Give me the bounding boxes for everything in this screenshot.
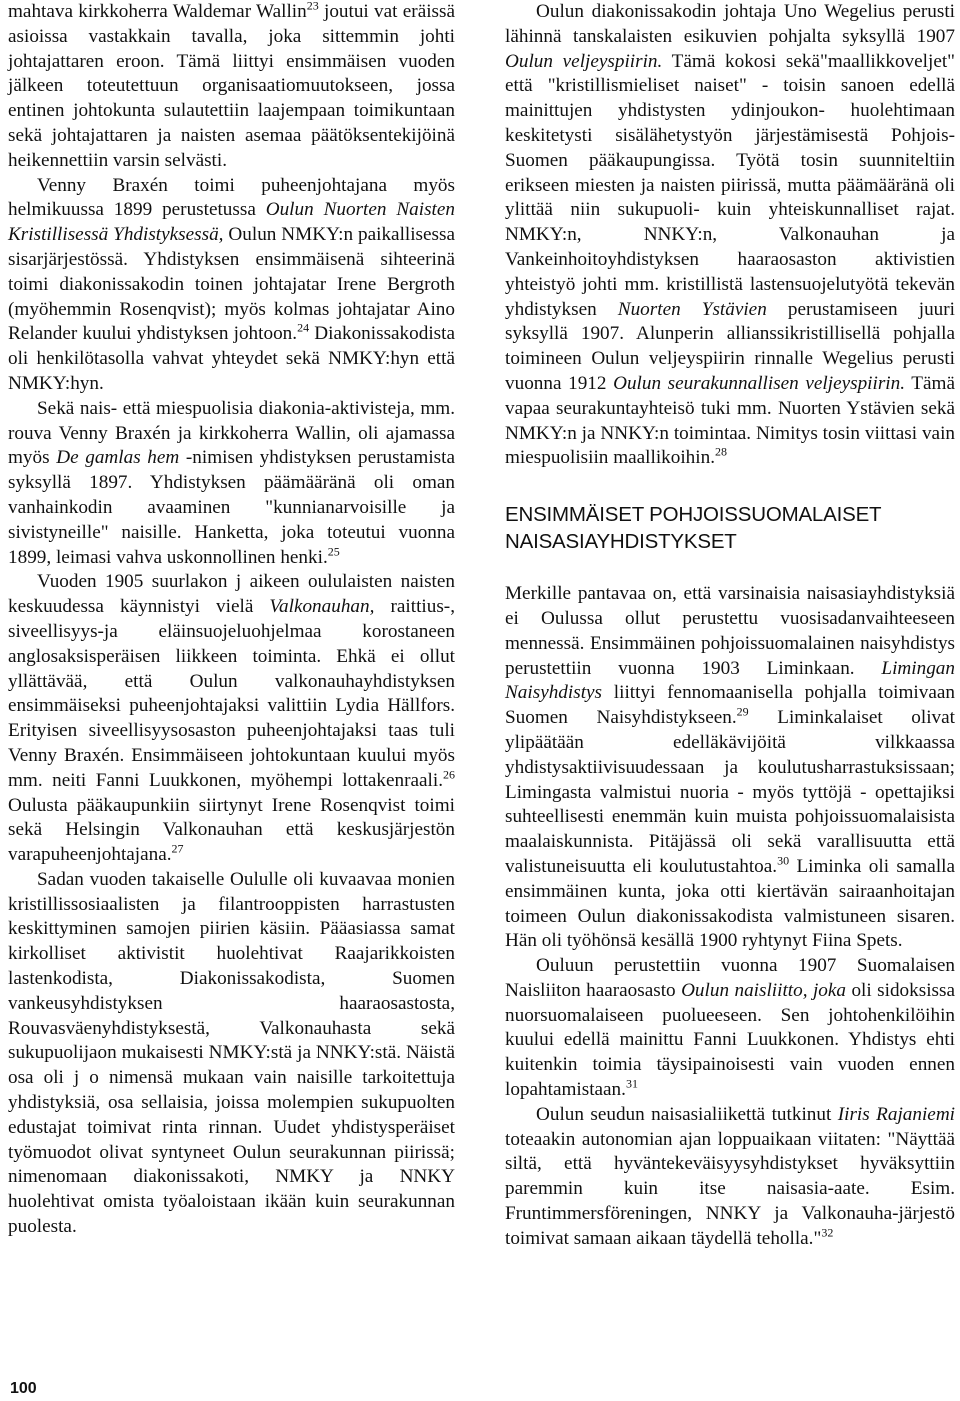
paragraph (8, 397, 455, 571)
footnote-ref: 27 (171, 841, 184, 856)
italic-text: Oulun seurakunnallisen veljeyspiirin. (613, 372, 906, 394)
text: Tämä vapaa seurakuntayhteisö tuki mm. Nuorten Ystävien sekä NMKY:n ja NNKY:n toimintaa. Nimitys tosin viittasi vain miespuolisiin maallikoihin. (505, 372, 955, 469)
italic-text: Iiris Rajaniemi (837, 1103, 956, 1125)
paragraph (505, 582, 955, 954)
text: oli sidoksissa nuorsuomalaiseen puolueeseen. Sen johtohenkilöihin kuului edellä mainittu Fanni Luukkonen. Yhdistys ehti kuitenkin toimia täysipainoisesti vain vuoden ennen lopahtamistaan. (505, 979, 955, 1101)
heading-line: ENSIMMÄISET POHJOISSUOMALAISET (505, 503, 882, 527)
italic-text: Limingan Naisyhdistys (505, 657, 955, 704)
italic-text: De gamlas hem (56, 447, 180, 469)
text: Liminka oli samalla ensimmäinen kunta, joka otti kiertävän sairaanhoitajan toimeen Oulun diakonissakodista valmistuneen sisaren. Hän oli työhönsä kesällä 1900 ryhtynyt Fiina Spets. (505, 855, 955, 952)
right-column (505, 0, 955, 1252)
text: Oulusta pääkaupunkiin siirtynyt Irene Rosenqvist toimi sekä Helsingin Valkonauhan että keskusjärjestön varapuheenjohtajana. (8, 794, 455, 866)
text: Merkille pantavaa on, että varsinaisia naisasiayhdistyksiä ei Oulussa ollut perustettu vuosisadanvaihteeseen mennessä. Ensimmäinen pohjoissuomalainen naisyhdistys perustettiin vuonna 1903 Liminkaan. (505, 583, 955, 679)
text: Liminkalaiset olivat ylipäätään edelläkävijöitä vilkkaassa yhdistysaktiivisuudessaan ja koulutusharrastuksissaan; Limingasta valmistui nuoria - myös tyttöjä - opettajiksi suhteellisesti enemmän kuin muista pohjoissuomalaisista maalaiskunnista. Pitäjässä oli sekä varallisuutta että valistuneisuutta eli koulutustahtoa. (505, 707, 955, 877)
text: Tämä kokosi sekä"maallikkoveljet" että "kristillismieliset naiset" - toisin sanoen edellä mainittujen yhdistysten ydinjoukon- huolehtimaan keskitetysti sisälähetystyön järjestämisestä Pohjois-Suomen pääkaupungissa. Työtä tosin suunniteltiin erikseen miesten ja naisten piirissä, mutta päämääränä oli ylittää niin sukupuoli- kuin yhteiskunnalliset rajat. NMKY:n, NNKY:n, Valkonauhan ja Vankeinhoitoyhdistyksen haaraosaston aktivistien yhteistyö johti mm. kristillistä lastensuojelutyötä tekevän yhdistyksen (505, 50, 955, 320)
footnote-ref: 24 (297, 320, 310, 335)
paragraph (8, 0, 455, 174)
italic-text: Nuorten Ystävien (617, 298, 767, 320)
footnote-ref: 23 (306, 0, 319, 13)
text: Diakonissakodista oli henkilötasolla vahvat yhteydet sekä NMKY:hyn että NMKY:hyn. (8, 323, 455, 394)
text: Vuoden 1905 suurlakon j aikeen oululaisten naisten keskuudessa käynnistyi vielä (8, 571, 455, 618)
paragraph (8, 174, 455, 397)
text: raittius-, siveellisyys-ja eläinsuojeluohjelmaa korostaneen anglosaksisperäisen liikkeen toiminta. Ehkä ei ollut yllättävää, että Oulun valkonauhayhdistyksen ensimmäiseksi puheenjohtajaksi valittiin Lydia Hällfors. Erityisen siveellisyysosaston puheenjohtajaksi taas tuli Venny Braxén. Ensimmäiseen johtokuntaan kuului myös mm. neiti Fanni Luukkonen, myöhempi lottakenraali. (8, 596, 455, 791)
text: Oulun NMKY:n paikallisessa sisarjärjestössä. Yhdistyksen ensimmäisenä sihteerinä toimi diakonissakodin toinen johtajatar Irene Bergroth (myöhemmin Rosenqvist); myös kolmas johtajatar Aino Relander kuului yhdistyksen johtoon. (8, 224, 455, 345)
paragraph (8, 868, 455, 1240)
italic-text: Oulun naisliitto, joka (681, 979, 847, 1001)
left-column (8, 0, 455, 1240)
text: Venny Braxén toimi puheenjohtajana myös helmikuussa 1899 perustetussa (8, 174, 455, 221)
text: joutui vat eräissä asioissa vastakkain tavalla, joka sittemmin johti johtajattaren eroon. Tämä liittyi ensimmäisen vuoden jälkeen toteutettuun organisaatiomuutokseen, jossa entinen johtokunta sulautettiin laajempaan toimikuntaan sekä johtajattaren ja naisten asemaa päätöksentekijöinä heikennettiin varsin selvästi. (8, 1, 455, 171)
footnote-ref: 26 (443, 767, 455, 782)
paragraph (8, 570, 455, 868)
italic-text: Oulun veljeyspiirin. (505, 50, 663, 72)
italic-text: Oulun Nuorten Naisten Kristillisessä Yhdistyksessä, (8, 199, 455, 246)
paragraph (505, 0, 955, 471)
text: -nimisen yhdistyksen perustamista syksyllä 1897. Yhdistyksen päämääränä oli oman vanhainkodin avaaminen "kunnianarvoisille ja sivistyneille" naisille. Hanketta, joka toteutui vuonna 1899, leimasi vahva uskonnollinen henki. (8, 447, 455, 568)
footnote-ref: 30 (777, 853, 790, 868)
paragraph (505, 1103, 955, 1252)
footnote-ref: 31 (625, 1076, 638, 1091)
footnote-ref: 28 (715, 444, 727, 459)
paragraph (505, 954, 955, 1103)
text: liittyi fennomaanisella pohjalla toimivaan Suomen Naisyhdistykseen. (505, 682, 955, 729)
section-heading (505, 501, 955, 555)
text: Ouluun perustettiin vuonna 1907 Suomalaisen Naisliiton haaraosasto (505, 955, 955, 1001)
text: perustamiseen juuri syksyllä 1907. Alunperin allianssikristillisellä pohjalla toimineen Oulun veljeyspiirin rinnalle Wegelius perusti vuonna 1912 (505, 298, 955, 394)
footnote-ref: 25 (327, 544, 340, 559)
italic-text: Valkonauhan, (269, 596, 375, 618)
heading-line: NAISASIAYHDISTYKSET (505, 530, 737, 554)
text: toteaakin autonomian ajan loppuaikaan viitaten: "Näyttää siltä, että hyväntekeväisyysyhdistykset hyväksyttiin paremmin kuin itse naisasia-aate. Esim. Fruntimmersföreningen, NNKY ja Valkonauha-järjestö toimivat samaan aikaan täydellä teholla." (505, 1128, 955, 1249)
page-number: 100 (10, 1380, 37, 1397)
footnote-ref: 29 (736, 704, 749, 719)
footnote-ref: 32 (821, 1225, 834, 1240)
text: Oulun diakonissakodin johtaja Uno Wegelius perusti lähinnä tanskalaisten esikuvien pohjalta syksyllä 1907 (505, 1, 955, 47)
text: mahtava kirkkoherra Waldemar Wallin (8, 1, 307, 22)
text: Oulun seudun naisasialiikettä tutkinut (536, 1103, 838, 1125)
text: Sadan vuoden takaiselle Oululle oli kuvaavaa monien kristillissosiaalisten ja filantrooppisten harrastusten keskittyminen samojen piirien käsiin. Pääasiassa samat kirkolliset aktivistit huolehtivat Raajarikkoisten lastenkodista, Diakonissakodista, Suomen vankeusyhdistyksen haaraosastosta, Rouvasväenyhdistyksestä, Valkonauhasta sekä sukupuolijaon mukaisesti NMKY:stä ja NNKY:stä. Näistä osa oli j o nimensä mukaan vain naisille tarkoitettuja yhdistyksiä, osa sellaisia, joissa molempien sukupuolten edustajat toimivat rinta rinnan. Uudet yhdistysperäiset työmuodot olivat syntyneet Oulun seurakunnan piirissä; nimenomaan diakonissakoti, NMKY ja NNKY huolehtivat omista työaloistaan ikään kuin seurakunnan puolesta. (8, 868, 455, 1238)
text: Sekä nais- että miespuolisia diakonia-aktivisteja, mm. rouva Venny Braxén ja kirkkoherra Wallin, oli ajamassa myös (8, 397, 455, 469)
